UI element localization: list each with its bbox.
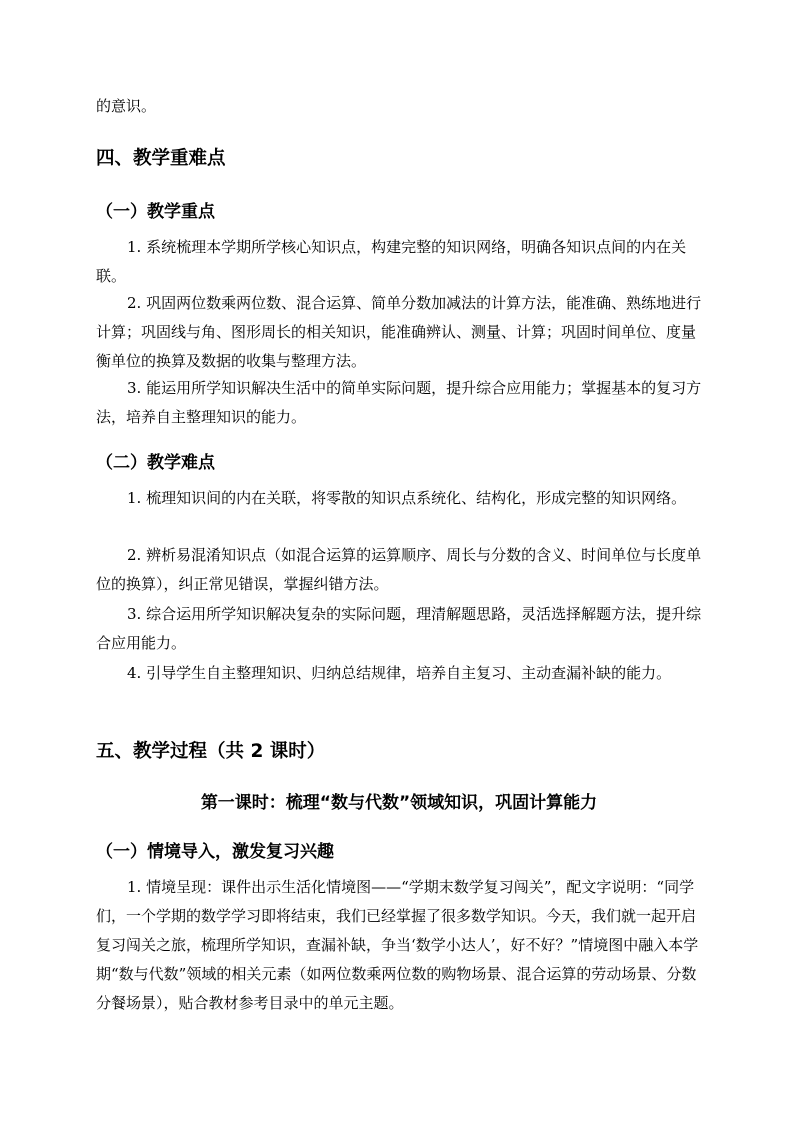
step-1-heading: （一）情境导入，激发复习兴趣: [96, 842, 334, 862]
lesson-1-heading: 第一课时：梳理“数与代数”领域知识，巩固计算能力: [200, 793, 598, 813]
difficulty-item-1: 1. 梳理知识间的内在关联，将零散的知识点系统化、结构化，形成完整的知识网络。: [127, 489, 687, 507]
difficulty-item-3: 3. 综合运用所学知识解决复杂的实际问题，理清解题思路，灵活选择解题方法，提升综合应用能力。: [96, 605, 702, 652]
focus-item-1: 1. 系统梳理本学期所学核心知识点，构建完整的知识网络，明确各知识点间的内在关联。: [96, 238, 687, 285]
difficulty-item-2: 2. 辨析易混淆知识点（如混合运算的运算顺序、周长与分数的含义、时间单位与长度单位的换算），纠正常见错误，掌握纠错方法。: [96, 546, 702, 593]
focus-item-3: 3. 能运用所学知识解决生活中的简单实际问题，提升综合应用能力；掌握基本的复习方法，培养自主整理知识的能力。: [96, 379, 702, 426]
subsection-focus-heading: （一）教学重点: [96, 202, 215, 222]
focus-item-2: 2. 巩固两位数乘两位数、混合运算、简单分数加减法的计算方法，能准确、熟练地进行计算；巩固线与角、图形周长的相关知识，能准确辨认、测量、计算；巩固时间单位、度量衡单位的换算及数据的收集与整理方法。: [96, 294, 702, 370]
section-4-heading: 四、教学重难点: [96, 148, 226, 169]
section-5-heading: 五、教学过程（共 2 课时）: [96, 741, 326, 762]
subsection-difficulty-heading: （二）教学难点: [96, 453, 215, 473]
step-1-paragraph: 1. 情境呈现：课件出示生活化情境图——“学期末数学复习闯关”，配文字说明：“同学们，一个学期的数学学习即将结束，我们已经掌握了很多数学知识。今天，我们就一起开启复习闯关之旅，梳理所学知识，查漏补缺，争当‘数学小达人’，好不好？”情境图中融入本学期“数与代数”领域的相关元素（如两位数乘两位数的购物场景、混合运算的劳动场景、分数分餐场景），贴合教材参考目录中的单元主题。: [96, 878, 699, 1012]
continuation-line: 的意识。: [96, 97, 157, 115]
difficulty-item-4: 4. 引导学生自主整理知识、归纳总结规律，培养自主复习、主动查漏补缺的能力。: [127, 664, 672, 682]
